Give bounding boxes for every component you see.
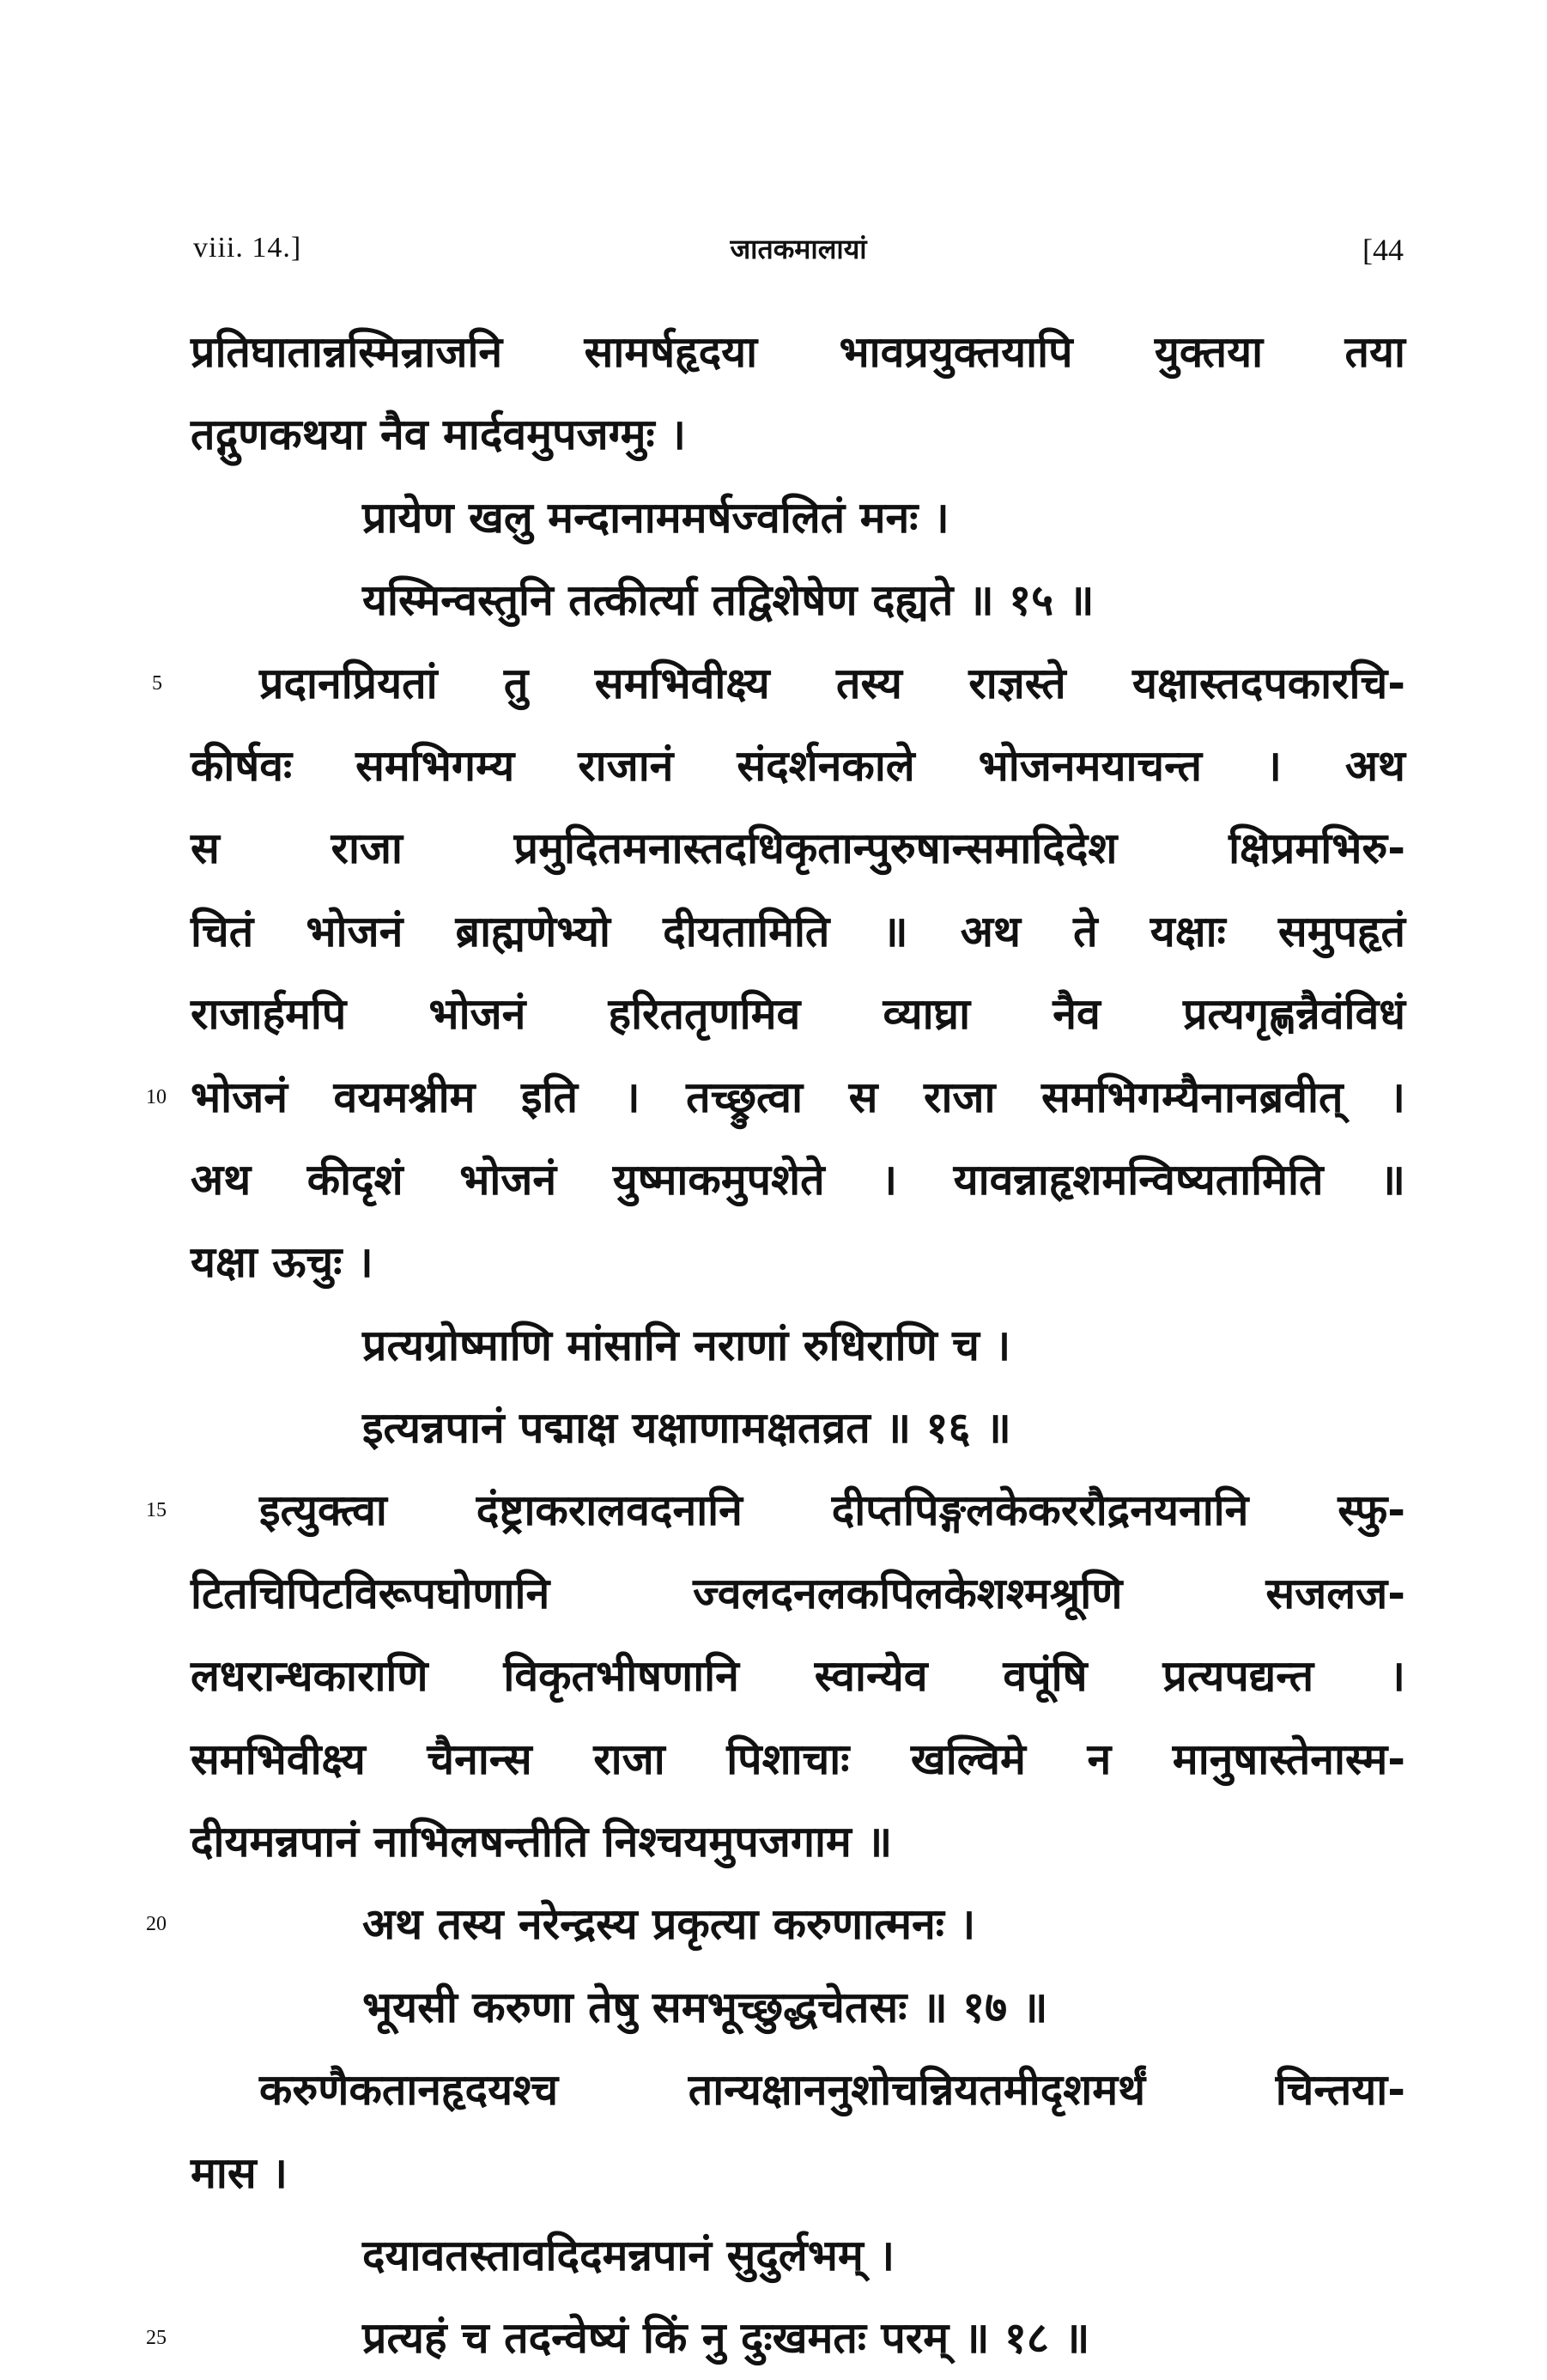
line-text: इत्युक्त्वा दंष्ट्राकरालवदनानि दीप्तपिङ्गलकेकररौद्रनयनानि स्फु- xyxy=(259,1485,1405,1536)
text-line xyxy=(146,1056,1405,1138)
line-text: भूयसी करुणा तेषु समभूच्छुद्धचेतसः ॥ १७ ॥ xyxy=(362,1982,1048,2032)
line-text: यस्मिन्वस्तुनि तत्कीर्त्या तद्विशेषेण दह्यते ॥ १५ ॥ xyxy=(362,575,1095,626)
text-line xyxy=(191,1718,1405,1800)
line-text: करुणैकतानहृदयश्च तान्यक्षाननुशोचन्नियतमीदृशमर्थं चिन्तया- xyxy=(259,2065,1405,2116)
line-text: मास । xyxy=(191,2147,288,2198)
verse-line xyxy=(191,1966,1405,2049)
line-text: अथ तस्य नरेन्द्रस्य प्रकृत्या करुणात्मनः । xyxy=(362,1899,976,1950)
text-line xyxy=(191,2132,1405,2214)
page-number: [44 xyxy=(1362,233,1404,267)
text-line xyxy=(191,973,1405,1055)
line-number: 20 xyxy=(146,1913,167,1936)
line-text: दीयमन्नपानं नाभिलषन्तीति निश्चयमुपजगाम ॥ xyxy=(191,1817,893,1867)
text-line xyxy=(191,1221,1405,1303)
text-line xyxy=(191,1800,1405,1883)
line-text: कीर्षवः समभिगम्य राजानं संदर्शनकाले भोजनमयाचन्त । अथ xyxy=(191,740,1405,791)
verse-line xyxy=(191,477,1405,559)
line-text: अथ कीदृशं भोजनं युष्माकमुपशेते । यावन्नाहृशमन्विष्यतामिति ॥ xyxy=(191,1154,1405,1205)
text-line xyxy=(191,807,1405,889)
text-line xyxy=(146,1469,1405,1551)
line-text: यक्षा ऊचुः । xyxy=(191,1237,373,1288)
verse-line xyxy=(146,1883,1405,1965)
verse-line xyxy=(191,559,1405,641)
line-text: दयावतस्तावदिदमन्नपानं सुदुर्लभम् । xyxy=(362,2230,895,2280)
line-text: राजार्हमपि भोजनं हरिततृणमिव व्याघ्रा नैव प्रत्यगृह्णन्नैवंविधं xyxy=(191,989,1405,1040)
text-line xyxy=(191,2049,1405,2131)
section-reference: viii. 14.] xyxy=(193,232,302,264)
sanskrit-text-body xyxy=(146,311,1405,2380)
line-text: तद्गुणकथया नैव मार्दवमुपजग्मुः । xyxy=(191,410,686,460)
text-line xyxy=(191,725,1405,807)
line-text: प्रत्यहं च तदन्वेष्यं किं नु दुःखमतः परम् ॥ १८ ॥ xyxy=(362,2313,1090,2364)
line-text: भोजनं वयमश्नीम इति । तच्छ्रुत्वा स राजा समभिगम्यैनानब्रवीत् । xyxy=(191,1072,1405,1122)
line-text: प्रायेण खलु मन्दानाममर्षज्वलितं मनः । xyxy=(362,492,949,543)
verse-line xyxy=(191,2214,1405,2297)
line-text: प्रदानप्रियतां तु समभिवीक्ष्य तस्य राज्ञस्ते यक्षास्तदपकारचि- xyxy=(259,658,1405,708)
running-title: जातकमालायां xyxy=(730,233,867,265)
text-line xyxy=(191,1635,1405,1717)
verse-line xyxy=(191,1387,1405,1469)
text-line xyxy=(191,311,1405,393)
line-text: स राजा प्रमुदितमनास्तदधिकृतान्पुरुषान्समादिदेश क्षिप्रमभिरु- xyxy=(191,823,1405,874)
line-number: 25 xyxy=(146,2327,167,2350)
line-text: टितचिपिटविरूपघोणानि ज्वलदनलकपिलकेशश्मश्रूणि सजलज- xyxy=(191,1568,1405,1618)
text-line xyxy=(191,1138,1405,1221)
line-number: 15 xyxy=(146,1499,167,1522)
line-text: इत्यन्नपानं पद्माक्ष यक्षाणामक्षतव्रत ॥ १६ ॥ xyxy=(362,1403,1011,1454)
line-text: चितं भोजनं ब्राह्मणेभ्यो दीयतामिति ॥ अथ ते यक्षाः समुपहृतं xyxy=(191,906,1405,956)
verse-line xyxy=(146,2297,1405,2379)
text-line xyxy=(191,1552,1405,1635)
text-line xyxy=(191,393,1405,476)
line-text: समभिवीक्ष्य चैनान्स राजा पिशाचाः खल्विमे न मानुषास्तेनास्म- xyxy=(191,1733,1405,1784)
line-number: 10 xyxy=(146,1085,167,1108)
verse-line xyxy=(191,1304,1405,1387)
line-text: लधरान्धकाराणि विकृतभीषणानि स्वान्येव वपूंषि प्रत्यपद्यन्त । xyxy=(191,1651,1405,1702)
text-line xyxy=(191,890,1405,973)
line-text: प्रतिघातान्नस्मिन्राजनि सामर्षहृदया भावप्रयुक्तयापि युक्तया तया xyxy=(191,327,1405,377)
line-number: 5 xyxy=(152,671,162,695)
text-line xyxy=(152,642,1405,725)
line-text: प्रत्यग्रोष्माणि मांसानि नराणां रुधिराणि च । xyxy=(362,1320,1011,1370)
page-header xyxy=(193,225,1404,276)
